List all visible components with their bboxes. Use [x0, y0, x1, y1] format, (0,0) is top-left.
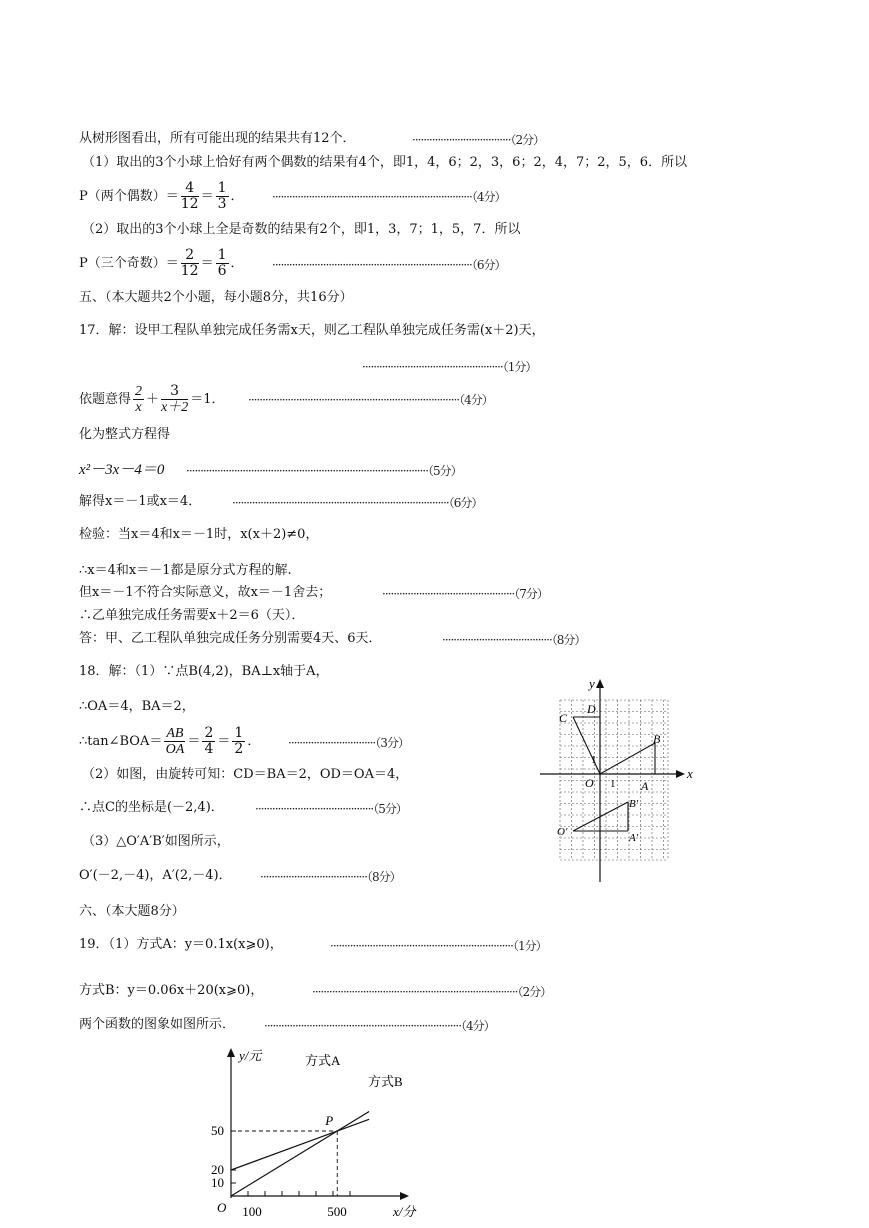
series-line-a	[231, 1112, 369, 1197]
formula-line: 依题意得 $\frac{2}{x}$ ＋ $\frac{3}{x+2}$ ＝1．	[79, 383, 225, 415]
text-line: ∴乙单独完成任务需要x＋2＝6（天）．	[79, 608, 305, 623]
score-leader: ······································（8分）	[260, 870, 401, 884]
y-tick-label: 50	[211, 1123, 224, 1138]
text-line: 18．解：（1）∵点B(4,2)，BA⊥x轴于A，	[79, 664, 329, 679]
label-one-y: 1	[591, 754, 597, 766]
formula-text: 依题意得	[79, 392, 132, 407]
text-line: 检验：当x＝4和x＝－1时，x(x＋2)≠0，	[79, 527, 319, 542]
formula-text: P（两个偶数）＝	[79, 189, 179, 204]
text-line: ∴OA＝4，BA＝2，	[79, 699, 195, 714]
y-axis-label: y/元	[239, 1048, 262, 1063]
formula-line: ∴tan∠BOA＝ $\frac{AB}{OA}$ ＝ $\frac{2}{4}$ ＝ $\frac{1}{2}$ ．	[79, 725, 261, 757]
intersection-label: P	[325, 1113, 334, 1128]
fraction: $\frac{4}{12}$	[180, 180, 199, 212]
score-leader: ···········································································（4分）	[248, 393, 493, 407]
text-line: 答：甲、乙工程队单独完成任务分别需要4天、6天．	[79, 631, 382, 646]
y-axis-arrow-icon	[596, 679, 604, 688]
text-line: 解得x＝－1或x＝4．	[79, 494, 202, 509]
series-label-b: 方式B	[368, 1074, 403, 1089]
y-axis-label: y	[589, 676, 595, 691]
x-axis-label: x/分	[393, 1204, 416, 1219]
fraction: $\frac{3}{x+2}$	[161, 383, 189, 415]
text-line: 化为整式方程得	[79, 427, 171, 442]
score-leader: ·······································································（4分）	[272, 190, 506, 204]
text-line: 从树形图看出，所有可能出现的结果共有12个．	[79, 131, 356, 146]
text-line: （2）如图，由旋转可知：CD＝BA＝2，OD＝OA＝4，	[82, 767, 409, 782]
text-line: 两个函数的图象如图所示．	[79, 1017, 236, 1032]
label-C: C	[559, 711, 568, 725]
text-line: O′(－2,－4)，A′(2,－4)．	[79, 868, 232, 883]
score-leader: ······································································（4分）	[264, 1019, 495, 1033]
label-D: D	[587, 702, 596, 716]
origin-label: O	[217, 1200, 227, 1215]
label-A: A	[641, 779, 649, 793]
fraction: $\frac{1}{2}$	[234, 725, 244, 757]
text-line: （3）△O′A′B′如图所示，	[82, 834, 230, 849]
label-A-prime: A′	[629, 832, 639, 844]
label-O: O	[585, 776, 594, 790]
y-tick-label: 10	[211, 1175, 224, 1190]
chart-x-arrow-icon	[400, 1192, 409, 1200]
text-line: 但x＝－1不符合实际意义，故x＝－1舍去；	[79, 585, 332, 600]
formula-text: ∴tan∠BOA＝	[79, 734, 163, 749]
x-axis-arrow-icon	[676, 770, 685, 778]
score-leader: ·············································································（6分）	[232, 496, 483, 510]
function-graph-chart	[195, 1040, 455, 1225]
x-tick-label: 500	[327, 1204, 347, 1219]
fraction: $\frac{2}{4}$	[204, 725, 214, 757]
chart-labels	[211, 1048, 417, 1219]
fraction: $\frac{2}{x}$	[135, 384, 143, 415]
formula-text: P（三个奇数）＝	[79, 256, 179, 271]
text-line: 方式B：y＝0.06x＋20(x⩾0)，	[79, 983, 264, 998]
equation: x²－3x－4＝0	[79, 462, 165, 478]
triangle-OAB	[600, 743, 655, 774]
section-heading: 六、（本大题8分）	[79, 904, 185, 919]
text-line: 17．解：设甲工程队单独完成任务需x天，则乙工程队单独完成任务需(x＋2)天，	[79, 323, 545, 338]
score-leader: ·······································································（6分）	[272, 258, 506, 272]
score-leader: ···································（2分）	[412, 133, 545, 147]
text-line: （2）取出的3个小球上全是奇数的结果有2个，即1，3，7；1，5，7．所以	[82, 222, 521, 237]
x-tick-marks	[248, 1191, 350, 1196]
series-line-b	[231, 1119, 369, 1170]
fraction: $\frac{2}{12}$	[180, 247, 199, 279]
fraction: $\frac{1}{6}$	[217, 247, 227, 279]
x-axis-label: x	[687, 766, 693, 781]
text-line: ∴点C的坐标是(－2,4)．	[79, 800, 224, 815]
text-line: （1）取出的3个小球上恰好有两个偶数的结果有4个，即1，4，6；2，3，6；2，4，7；2，5，6．所以	[82, 155, 688, 170]
chart-y-arrow-icon	[227, 1048, 235, 1057]
section-heading: 五、（本大题共2个小题，每小题8分，共16分）	[79, 290, 353, 305]
fraction: $\frac{AB}{OA}$	[165, 726, 185, 757]
score-leader: ··········································（5分）	[255, 802, 407, 816]
label-one-x: 1	[610, 778, 616, 790]
score-leader: ·································································（1分）	[330, 939, 547, 953]
score-leader: ·········································································（2分）	[312, 985, 552, 999]
label-O-prime: O′	[557, 826, 568, 838]
series-label-a: 方式A	[305, 1053, 341, 1068]
text-line: ∴x＝4和x＝－1都是原分式方程的解.	[79, 563, 292, 578]
score-leader: ·······································（8分）	[442, 633, 586, 647]
formula-line: P（两个偶数）＝ $\frac{4}{12}$ ＝ $\frac{1}{3}$ ．	[79, 180, 244, 212]
text-line: 19．（1）方式A：y＝0.1x(x⩾0)，	[79, 937, 283, 952]
label-B: B	[653, 732, 661, 746]
x-tick-label: 100	[242, 1204, 262, 1219]
score-leader: ·······························（3分）	[288, 736, 409, 750]
score-leader: ··················································（1分）	[362, 360, 537, 374]
label-B-prime: B′	[629, 798, 639, 810]
series-lines	[231, 1112, 369, 1197]
score-leader: ······················································································（5分）	[186, 464, 462, 478]
y-tick-label: 20	[211, 1162, 224, 1177]
fraction: $\frac{1}{3}$	[217, 180, 227, 212]
coordinate-grid-figure	[535, 675, 705, 885]
score-leader: ···············································（7分）	[382, 587, 548, 601]
formula-line: P（三个奇数）＝ $\frac{2}{12}$ ＝ $\frac{1}{6}$ ．	[79, 247, 244, 279]
y-tick-marks	[231, 1131, 236, 1183]
